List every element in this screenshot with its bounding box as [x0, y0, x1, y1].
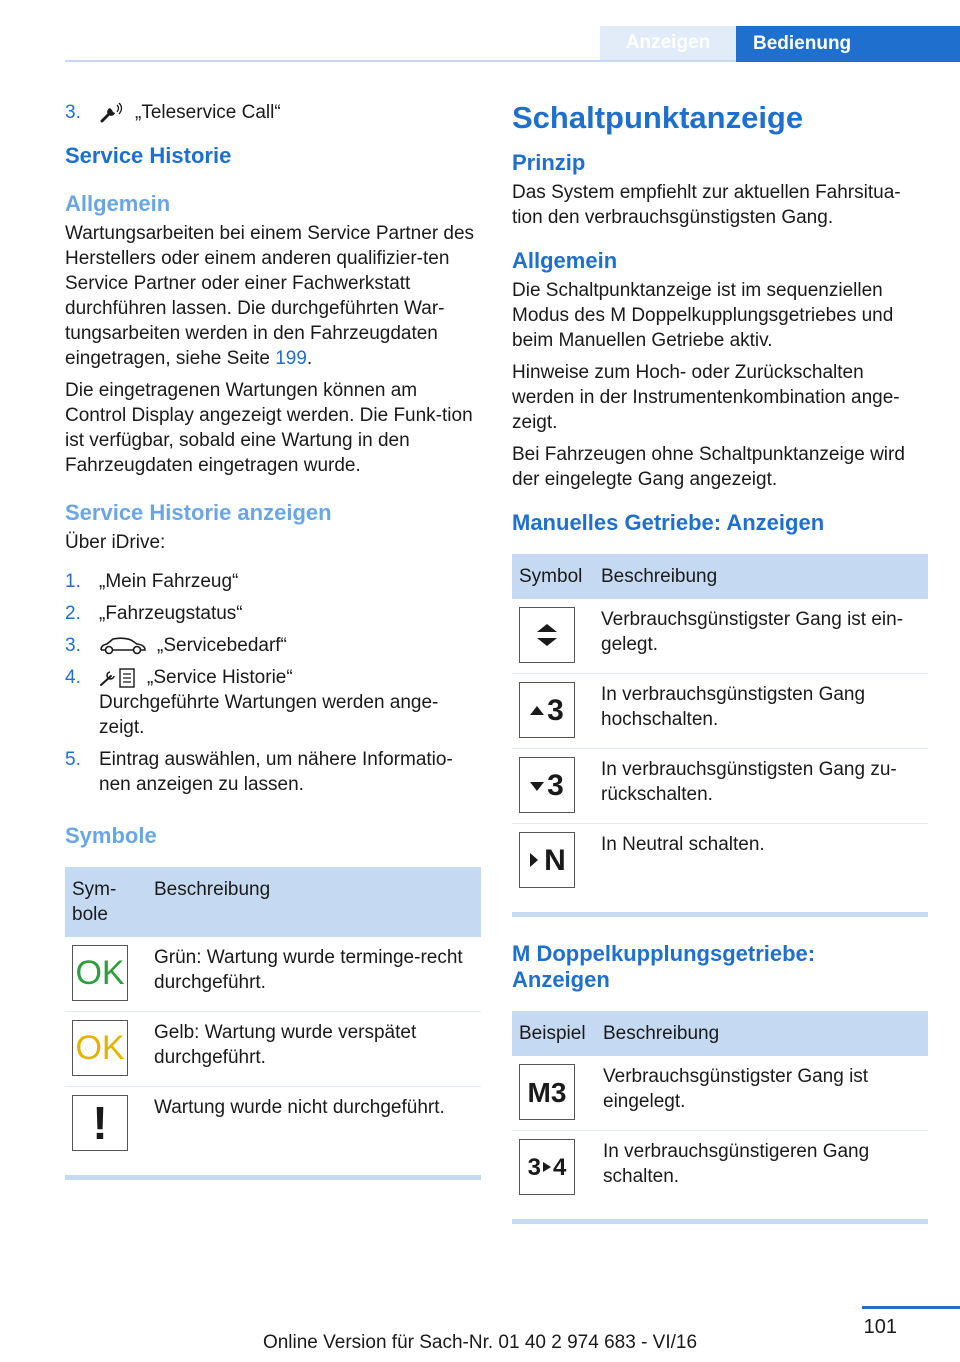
gear-label-to: 4: [553, 1153, 567, 1181]
left-column: [65, 100, 481, 1180]
table-row: [65, 1012, 481, 1087]
shift-up-icon: [519, 682, 575, 738]
table-cell-desc: In verbrauchsgünstigsten Gang hochschalten.: [594, 674, 928, 749]
wrench-phone-icon: [99, 102, 125, 124]
list-item-teleservice: [65, 100, 481, 125]
header-tab-anzeigen-label: Anzeigen: [625, 32, 711, 53]
paragraph-idrive: Über iDrive:: [65, 532, 166, 553]
gear-label-from: 3: [527, 1153, 541, 1181]
manual-gear-table: [512, 554, 928, 898]
header-tab-anzeigen[interactable]: [600, 26, 736, 60]
symbol-text: OK: [75, 1028, 125, 1067]
step-text: Eintrag auswählen, um nähere Informatio‐nen anzeigen zu lassen.: [99, 749, 453, 795]
header-tab-bedienung[interactable]: [736, 26, 960, 62]
service-history-icon: [99, 667, 137, 689]
table-row: [65, 1087, 481, 1162]
table-cell-desc: In verbrauchsgünstigsten Gang zu‐rückschalten.: [594, 749, 928, 824]
step-number: 5.: [65, 749, 81, 770]
gear-label: N: [544, 843, 566, 877]
table-cell-desc: Wartung wurde nicht durchgeführt.: [154, 1097, 445, 1118]
paragraph-allgemein-2: Hinweise zum Hoch- oder Zurückschalten werden in der Instrumentenkombination ange‐zeigt.: [512, 362, 900, 433]
header-tab-bedienung-label: Bedienung: [753, 33, 852, 54]
table-row: [512, 749, 928, 824]
paragraph-control-display: Die eingetragenen Wartungen können am Control Display angezeigt werden. Die Funk‐tion ist verfügbar, sobald eine Wartung in den Fahrzeugdaten eingetragen wurde.: [65, 380, 473, 476]
paragraph-prinzip: Das System empfiehlt zur aktuellen Fahrsitua‐tion den verbrauchsgünstigsten Gang.: [512, 182, 901, 228]
heading-m-doppelkupplung: M Doppelkupplungsgetriebe: Anzeigen: [512, 941, 816, 992]
paragraph-allgemein-1: Die Schaltpunktanzeige ist im sequenziellen Modus des M Doppelkupplungsgetriebes und beim Manuellen Getriebe aktiv.: [512, 280, 894, 351]
table-row: [512, 824, 928, 899]
page-title: Schaltpunktanzeige: [512, 100, 804, 135]
step-number: 3.: [65, 635, 81, 656]
list-item-text: „Teleservice Call“: [135, 102, 281, 123]
gear-3-to-4-icon: [519, 1139, 575, 1195]
symbol-text: OK: [75, 953, 125, 992]
table-header-beschreibung: Beschreibung: [147, 867, 481, 937]
gear-optimal-icon: [519, 607, 575, 663]
paragraph-text-end: .: [306, 348, 313, 369]
car-icon: [99, 636, 147, 656]
symbol-text: !: [92, 1096, 108, 1149]
step-text: „Mein Fahrzeug“: [99, 571, 239, 592]
table-end-rule: [512, 1219, 928, 1224]
neutral-icon: [519, 832, 575, 888]
step-1: [65, 569, 481, 594]
paragraph-wartung: [65, 221, 481, 371]
heading-service-historie: Service Historie: [65, 143, 232, 168]
table-end-rule: [65, 1175, 481, 1180]
m-dct-table: [512, 1011, 928, 1205]
table-cell-desc: Grün: Wartung wurde terminge‐recht durchgeführt.: [147, 937, 481, 1012]
step-text: „Service Historie“: [147, 667, 293, 688]
shift-down-icon: [519, 757, 575, 813]
step-3: [65, 633, 481, 658]
heading-symbole: Symbole: [65, 823, 157, 848]
table-header-beschreibung: Beschreibung: [594, 554, 928, 599]
table-row: [512, 1131, 928, 1206]
exclamation-icon: [72, 1095, 128, 1151]
step-number: 4.: [65, 667, 81, 688]
heading-service-historie-anzeigen: Service Historie anzeigen: [65, 500, 332, 525]
step-text: „Servicebedarf“: [157, 635, 287, 656]
step-5: [65, 747, 481, 797]
paragraph-allgemein-3: Bei Fahrzeugen ohne Schaltpunktanzeige wird der eingelegte Gang angezeigt.: [512, 444, 905, 490]
step-2: [65, 601, 481, 626]
heading-allgemein-right: Allgemein: [512, 248, 618, 273]
gear-label: 3: [547, 768, 564, 802]
step-subtext: Durchgeführte Wartungen werden ange‐zeigt.: [99, 692, 439, 738]
table-header-beschreibung: Beschreibung: [596, 1011, 928, 1056]
symbol-table: [65, 867, 481, 1161]
page-number-rule: [862, 1306, 960, 1309]
ok-green-icon: [72, 945, 128, 1001]
table-row: [65, 937, 481, 1012]
step-text: „Fahrzeugstatus“: [99, 603, 243, 624]
gear-label: 3: [547, 693, 564, 727]
list-number: 3.: [65, 102, 81, 123]
gear-label: M3: [527, 1076, 567, 1108]
table-cell-desc: Verbrauchsgünstigster Gang ist ein‐gelegt.: [594, 599, 928, 674]
table-header-row: [512, 554, 928, 599]
table-row: [512, 1056, 928, 1131]
gear-m3-icon: [519, 1064, 575, 1120]
table-header-row: [65, 867, 481, 937]
ok-yellow-icon: [72, 1020, 128, 1076]
heading-allgemein: Allgemein: [65, 191, 171, 216]
heading-manuelles-getriebe: Manuelles Getriebe: Anzeigen: [512, 510, 825, 535]
heading-prinzip: Prinzip: [512, 150, 586, 175]
step-4: [65, 665, 481, 740]
step-number: 2.: [65, 603, 81, 624]
table-cell-desc: In verbrauchsgünstigeren Gang schalten.: [603, 1141, 870, 1187]
step-number: 1.: [65, 571, 81, 592]
table-header-beispiel: Beispiel: [512, 1011, 596, 1056]
table-header-symbole: Sym‐bole: [65, 867, 147, 937]
table-header-symbol: Symbol: [512, 554, 594, 599]
table-cell-desc: Gelb: Wartung wurde verspätet durchgeführt.: [147, 1012, 481, 1087]
table-row: [512, 674, 928, 749]
table-cell-desc: In Neutral schalten.: [601, 834, 765, 855]
footer-text: Online Version für Sach-Nr. 01 40 2 974 683 - VI/16: [262, 1332, 698, 1353]
right-column: [512, 100, 928, 1224]
table-header-row: [512, 1011, 928, 1056]
table-end-rule: [512, 912, 928, 917]
page-number: 101: [863, 1316, 897, 1338]
table-row: [512, 599, 928, 674]
page-link-199[interactable]: 199: [275, 348, 307, 369]
table-cell-desc: Verbrauchsgünstigster Gang ist eingelegt.: [596, 1056, 928, 1131]
paragraph-text: Wartungsarbeiten bei einem Service Partner des Herstellers oder einem anderen qualifizier‐ten Service Partner oder einer Fachwerkstatt durchführen lassen. Die durchgeführten War‐tungsarbeiten werden in den Fahrzeugdaten eingetragen, siehe Seite: [65, 223, 475, 369]
